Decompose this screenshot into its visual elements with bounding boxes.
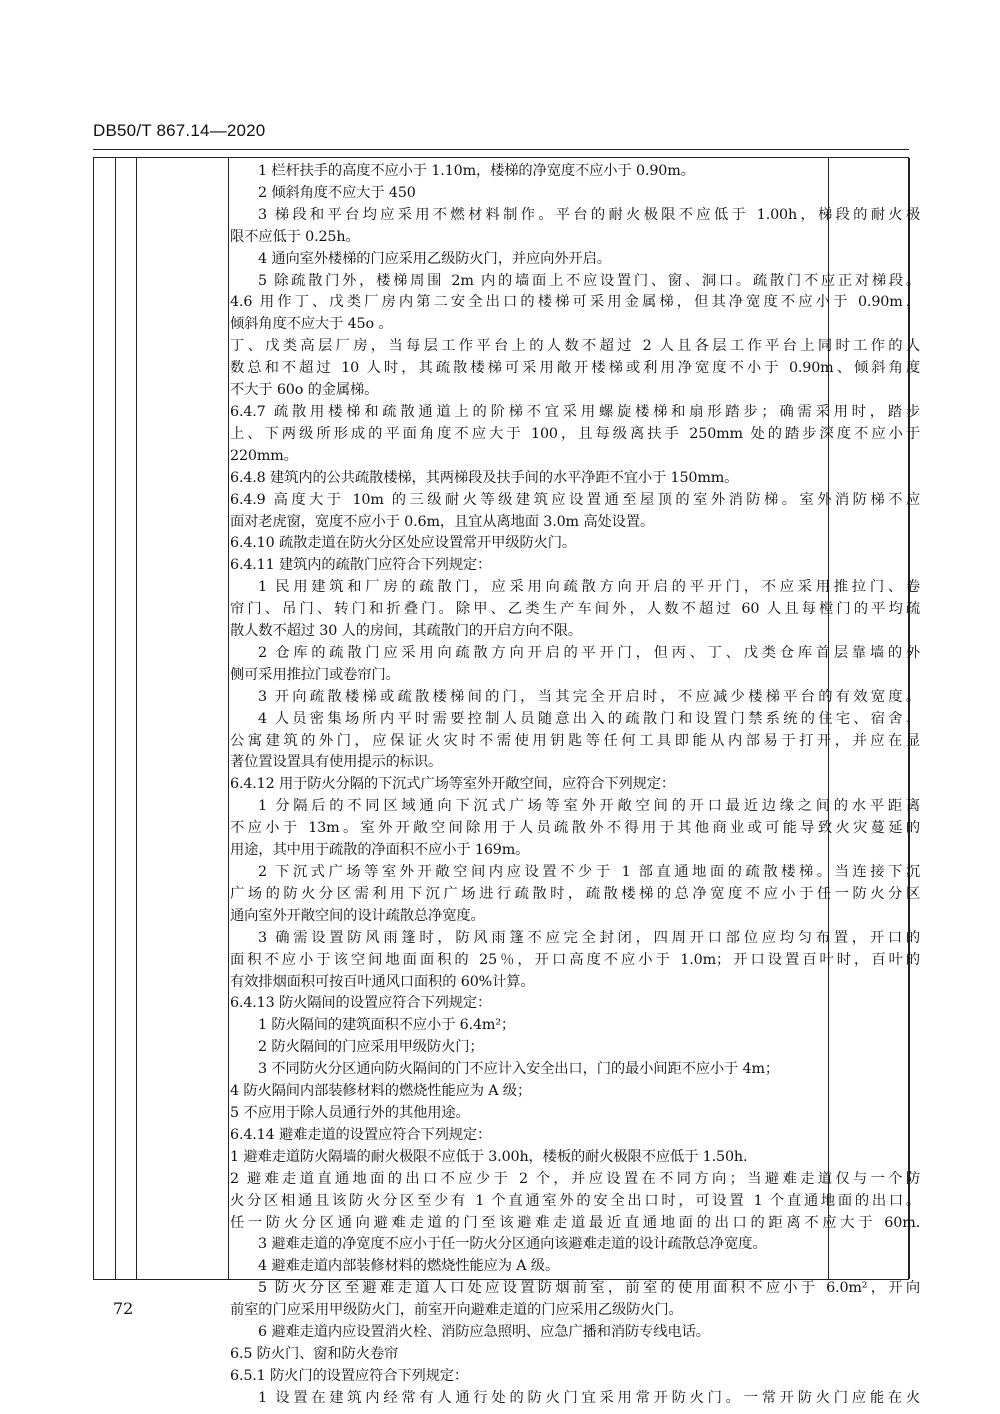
text-line: 限不应低于 0.25h。 — [230, 228, 360, 245]
text-line: 4 人员密集场所内平时需要控制人员随意出入的疏散门和设置门禁系统的住宅、宿舍、 — [258, 710, 920, 727]
text-line: 6.5 防火门、窗和防火卷帘 — [230, 1345, 399, 1362]
text-line: 1 栏杆扶手的高度不应小于 1.10m，楼梯的净宽度不应小于 0.90m。 — [258, 163, 695, 179]
text-line: 3 梯段和平台均应采用不燃材料制作。平台的耐火极限不应低于 1.00h，梯段的耐火极 — [258, 206, 920, 223]
text-line: 2 避难走道直通地面的出口不应少于 2 个，并应设置在不同方向；当避难走道仅与一个防 — [230, 1170, 920, 1187]
text-line: 3 确需设置防风雨篷时，防风雨篷不应完全封闭，四周开口部位应均匀布置，开口的 — [258, 929, 920, 946]
text-line: 1 民用建筑和厂房的疏散门，应采用向疏散方向开启的平开门，不应采用推拉门、卷 — [258, 579, 920, 596]
text-line: 倾斜角度不应大于 45o 。 — [230, 316, 393, 333]
text-line: 2 下沉式广场等室外开敞空间内应设置不少于 1 部直通地面的疏散楼梯。当连接下沉 — [258, 864, 920, 880]
text-line: 1 防火隔间的建筑面积不应小于 6.4m²； — [258, 1017, 516, 1034]
text-line: 4.6 用作丁、戊类厂房内第二安全出口的楼梯可采用金属梯，但其净宽度不应小于 0.90m， — [230, 294, 920, 311]
page-number: 72 — [113, 1299, 134, 1318]
text-line: 公寓建筑的外门，应保证火灾时不需使用钥匙等任何工具即能从内部易于打开，并应在显 — [230, 732, 920, 749]
text-line: 面对老虎窗，宽度不应小于 0.6m，且宜从离地面 3.0m 高处设置。 — [230, 513, 655, 530]
text-line: 6 避难走道内应设置消火栓、消防应急照明、应急广播和消防专线电话。 — [258, 1324, 710, 1341]
text-line: 6.4.8 建筑内的公共疏散楼梯，其两梯段及扶手间的水平净距不宜小于 150mm。 — [230, 469, 739, 486]
text-line: 火分区相通且该防火分区至少有 1 个直通室外的安全出口时，可设置 1 个直通地面的出口。 — [230, 1192, 920, 1209]
table-column-divider — [115, 158, 116, 1279]
text-line: 1 避难走道防火隔墙的耐火极限不应低于 3.00h，楼板的耐火极限不应低于 1.50h. — [230, 1148, 748, 1165]
text-line: 前室的门应采用甲级防火门，前室开向避难走道的门应采用乙级防火门。 — [230, 1302, 683, 1319]
table-column-divider — [136, 158, 137, 1279]
text-line: 上、下两级所形成的平面角度不应大于 100，且每级离扶手 250mm 处的踏步深度不应小于 — [230, 425, 920, 442]
text-line: 不大于 60o 的金属梯。 — [230, 382, 379, 399]
text-line: 5 防火分区至避难走道人口处应设置防烟前室，前室的使用面积不应小于 6.0m²，开向 — [258, 1280, 920, 1297]
text-line: 著位置设置具有使用提示的标识。 — [230, 754, 443, 771]
text-line: 广场的防火分区需利用下沉广场进行疏散时，疏散楼梯的总净宽度不应小于任一防火分区 — [230, 885, 920, 902]
text-line: 5 不应用于除人员通行外的其他用途。 — [230, 1104, 470, 1121]
text-line: 6.4.12 用于防火分隔的下沉式广场等室外开敞空间，应符合下列规定： — [230, 776, 676, 793]
text-line: 6.4.13 防火隔间的设置应符合下列规定： — [230, 995, 492, 1012]
text-line: 1 分隔后的不同区域通向下沉式广场等室外开敞空间的开口最近边缘之间的水平距离 — [258, 798, 920, 815]
text-line: 6.4.9 高度大于 10m 的三级耐火等级建筑应设置通至屋顶的室外消防梯。室外消防梯不应 — [230, 491, 920, 508]
text-line: 5 除疏散门外，楼梯周围 2m 内的墙面上不应设置门、窗、洞口。疏散门不应正对梯段。 — [258, 272, 920, 289]
text-line: 6.4.7 疏散用楼梯和疏散通道上的阶梯不宜采用螺旋楼梯和扇形踏步；确需采用时，踏步 — [230, 403, 920, 420]
text-line: 1 设置在建筑内经常有人通行处的防火门宜采用常开防火门。一常开防火门应能在火 — [258, 1389, 920, 1406]
text-line: 用途，其中用于疏散的净面积不应小于 169m。 — [230, 842, 530, 859]
text-line: 2 倾斜角度不应大于 450 — [258, 184, 416, 201]
requirements-text-cell — [230, 161, 920, 1410]
text-line: 3 不同防火分区通向防火隔间的门不应计入安全出口，门的最小间距不应小于 4m； — [258, 1061, 780, 1078]
text-line: 3 开向疏散楼梯或疏散楼梯间的门，当其完全开启时，不应减少楼梯平台的有效宽度。 — [258, 688, 920, 705]
text-line: 不应小于 13m。室外开敞空间除用于人员疏散外不得用于其他商业或可能导致火灾蔓延的 — [230, 820, 920, 837]
document-header-id: DB50/T 867.14—2020 — [93, 121, 266, 140]
table-column-divider — [228, 158, 229, 1279]
text-line: 220mm。 — [230, 447, 298, 464]
text-line: 6.4.10 疏散走道在防火分区处应设置常开甲级防火门。 — [230, 535, 577, 552]
header-rule — [93, 149, 909, 150]
text-line: 6.5.1 防火门的设置应符合下列规定： — [230, 1367, 469, 1384]
text-line: 散人数不超过 30 人的房间，其疏散门的开启方向不限。 — [230, 623, 583, 640]
text-line: 通向室外开敞空间的设计疏散总净宽度。 — [230, 907, 485, 924]
text-line: 丁、戊类高层厂房，当每层工作平台上的人数不超过 2 人且各层工作平台上同时工作的人 — [230, 338, 920, 355]
text-line: 任一防火分区通向避难走道的门至该避难走道最近直通地面的出口的距离不应大于 60m. — [230, 1214, 920, 1231]
text-line: 数总和不超过 10 人时，其疏散楼梯可采用敞开楼梯或利用净宽度不小于 0.90m、倾斜角度 — [230, 360, 920, 377]
text-line: 面积不应小于该空间地面面积的 25％，开口高度不应小于 1.0m；开口设置百叶时，百叶的 — [230, 951, 920, 968]
text-line: 2 仓库的疏散门应采用向疏散方向开启的平开门，但丙、丁、戊类仓库首层靠墙的外 — [258, 644, 920, 661]
text-line: 4 防火隔间内部装修材料的燃烧性能应为 A 级； — [230, 1083, 532, 1100]
text-line: 4 避难走道内部装修材料的燃烧性能应为 A 级。 — [258, 1258, 560, 1275]
text-line: 6.4.14 避难走道的设置应符合下列规定： — [230, 1126, 492, 1143]
text-line: 有效排烟面积可按百叶通风口面积的 60%计算。 — [230, 973, 535, 990]
text-line: 6.4.11 建筑内的疏散门应符合下列规定： — [230, 557, 492, 574]
text-line: 侧可采用推拉门或卷帘门。 — [230, 666, 400, 683]
text-line: 4 通向室外楼梯的门应采用乙级防火门，并应向外开启。 — [258, 250, 611, 267]
text-line: 3 避难走道的净宽度不应小于任一防火分区通向该避难走道的设计疏散总净宽度。 — [258, 1236, 767, 1253]
text-line: 帘门、吊门、转门和折叠门。除甲、乙类生产车间外，人数不超过 60 人且每樘门的平均疏 — [230, 601, 920, 618]
text-line: 2 防火隔间的门应采用甲级防火门； — [258, 1039, 484, 1056]
